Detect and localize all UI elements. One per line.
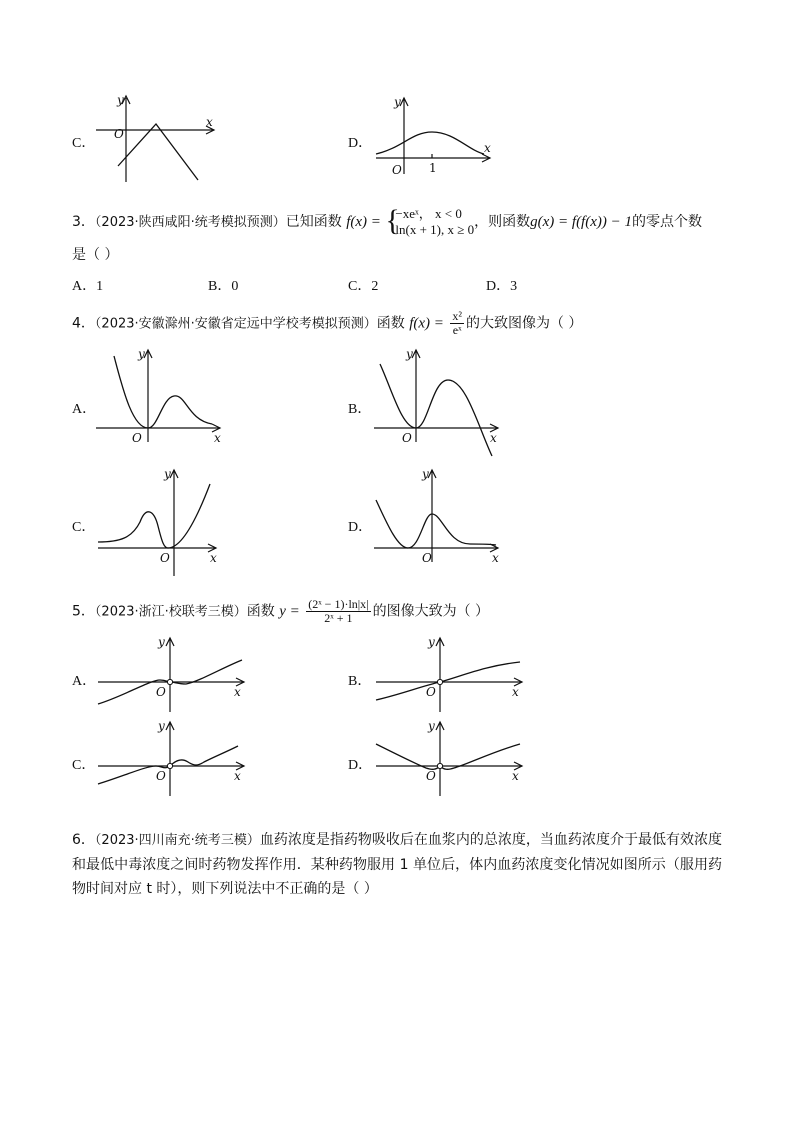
q3-choice-a[interactable]: A．1 [72, 279, 104, 294]
q3-stem-tail: 是（ ） [72, 247, 119, 263]
q3-fx: f(x) = [346, 214, 381, 230]
q5-stem-b: 的图像大致为（ ） [372, 603, 490, 620]
q4-graph-d [370, 466, 504, 566]
q3-choice-d[interactable]: D．3 [486, 279, 518, 294]
q5-graph-d [372, 718, 526, 798]
q4-option-b-label: B． [348, 402, 372, 417]
q4-fx: f(x) = [409, 315, 444, 332]
svg-text:x: x [214, 431, 221, 445]
q2-option-d-label: D． [348, 136, 373, 151]
svg-text:1: 1 [429, 161, 437, 175]
question-4 [72, 310, 582, 337]
q3-choice-c[interactable]: C．2 [348, 279, 379, 294]
svg-text:y: y [138, 347, 145, 361]
q4-graph-c [94, 466, 224, 578]
question-3 [72, 206, 702, 238]
q3-stem-b: ，则函数 [474, 214, 531, 230]
question-5 [72, 598, 489, 625]
q4-option-c-label: C． [72, 520, 96, 535]
q2-graph-c [88, 90, 228, 186]
svg-text:x: x [492, 551, 499, 565]
q3-gx: g(x) = f(f(x)) − 1 [530, 214, 632, 230]
svg-text:y: y [164, 467, 171, 481]
svg-text:O: O [392, 163, 402, 177]
q4-stem-b: 的大致图像为（ ） [465, 315, 583, 332]
q4-graph-a [92, 346, 226, 446]
svg-text:O: O [114, 127, 124, 141]
svg-text:x: x [234, 769, 241, 783]
svg-text:y: y [422, 467, 429, 481]
q5-source: （2023·浙江·校联考三模） [94, 604, 247, 620]
q4-fraction [450, 310, 464, 337]
svg-text:O: O [156, 769, 166, 783]
q3-piecewise: { −xeˣ， x < 0 ln(x + 1), x ≥ 0 [385, 204, 475, 237]
q3-choice-b[interactable]: B．0 [208, 279, 239, 294]
q5-option-a-label: A． [72, 674, 97, 689]
svg-text:x: x [490, 431, 497, 445]
q5-option-b-label: B． [348, 674, 372, 689]
q4-stem-a: 函数 [376, 315, 405, 332]
q5-stem-a: 函数 [246, 603, 275, 620]
q5-graph-b [372, 634, 526, 714]
q3-number: 3． [72, 214, 95, 230]
q4-numerator: x² [452, 309, 462, 323]
q4-number: 4． [72, 315, 95, 332]
q6-number: 6． [72, 832, 95, 848]
q3-case-1: −xeˣ， x < 0 [395, 206, 462, 221]
svg-text:y: y [117, 93, 124, 107]
q5-number: 5． [72, 603, 95, 620]
svg-text:x: x [484, 141, 491, 155]
question-6 [72, 828, 722, 901]
q6-source: （2023·四川南充·统考三模） [94, 833, 260, 848]
q5-fraction [306, 598, 370, 625]
svg-text:x: x [234, 685, 241, 699]
svg-text:O: O [422, 551, 432, 565]
q2-option-c-label: C． [72, 136, 96, 151]
q4-option-a-label: A． [72, 402, 97, 417]
svg-text:y: y [406, 347, 413, 361]
q3-case-2: ln(x + 1), x ≥ 0 [395, 222, 475, 237]
svg-text:y: y [158, 635, 165, 649]
q3-stem-c: 的零点个数 [632, 214, 702, 230]
svg-text:x: x [512, 685, 519, 699]
svg-text:x: x [206, 115, 213, 129]
q4-source: （2023·安徽滁州·安徽省定远中学校考模拟预测） [94, 316, 377, 332]
svg-text:y: y [158, 719, 165, 733]
q3-stem-a: 已知函数 [285, 214, 342, 230]
svg-text:y: y [394, 95, 401, 109]
q5-y: y = [279, 603, 300, 620]
q6-text: 血药浓度是指药物吸收后在血浆内的总浓度，当血药浓度介于最低有效浓度和最低中毒浓度之间时药物发挥作用．某种药物服用 1 单位后，体内血药浓度变化情况如图所示（服用药物时间对应 t 时），则下列说法中不正确的是（ ） [72, 832, 722, 897]
svg-text:O: O [402, 431, 412, 445]
q5-graph-a [94, 634, 248, 714]
svg-text:y: y [428, 719, 435, 733]
q3-source: （2023·陕西咸阳·统考模拟预测） [94, 215, 286, 230]
svg-text:O: O [160, 551, 170, 565]
svg-text:O: O [132, 431, 142, 445]
svg-text:y: y [428, 635, 435, 649]
q5-option-c-label: C． [72, 758, 96, 773]
q4-option-d-label: D． [348, 520, 373, 535]
q5-option-d-label: D． [348, 758, 373, 773]
q5-graph-c [94, 718, 248, 798]
svg-text:O: O [426, 769, 436, 783]
q4-graph-b [370, 346, 504, 462]
svg-text:O: O [156, 685, 166, 699]
q5-denominator: 2ˣ + 1 [324, 611, 353, 625]
svg-text:x: x [210, 551, 217, 565]
svg-text:O: O [426, 685, 436, 699]
q2-graph-d [372, 92, 502, 180]
svg-text:x: x [512, 769, 519, 783]
q4-denominator: eˣ [452, 323, 462, 337]
q5-numerator: (2ˣ − 1)·ln|x| [308, 597, 369, 611]
